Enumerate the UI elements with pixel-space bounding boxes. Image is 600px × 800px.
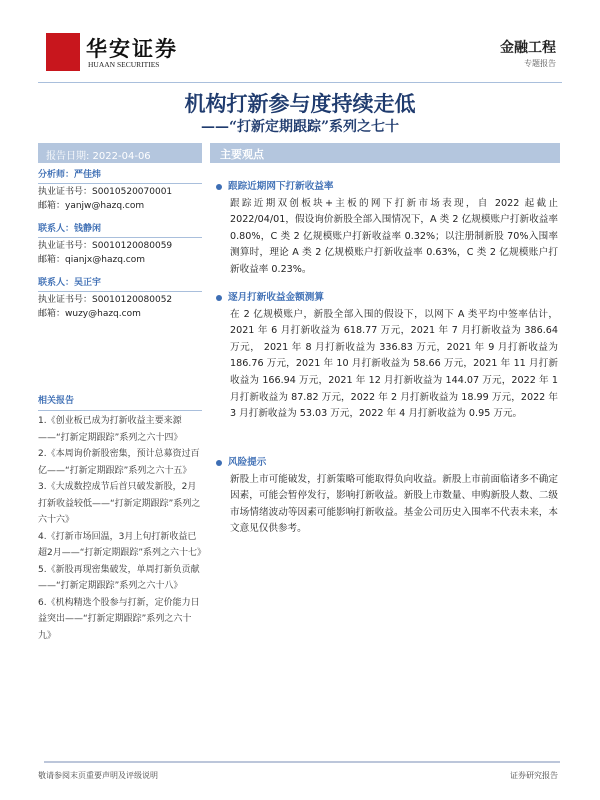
contact-cert: 执业证书号：S0010120080059 [38,241,173,251]
logo-text: 华安证券 [86,36,178,61]
contact-name: 联系人：吴正宇 [38,276,202,292]
contact-name: 分析师：严佳炜 [38,168,202,184]
related-report-item[interactable]: 1.《创业板已成为打新收益主要来源——“打新定期跟踪”系列之六十四》 [38,416,183,443]
section-body: 在 2 亿规模账户，新股全部入围的假设下，以网下 A 类平均中签率估计，2021 年 6 月打新收益为 618.77 万元，2021 年 7 月打新收益为 386.64 万元， 2021 年 8 月打新收益为 336.83 万元，2021 年 9 月打新收益为 186.76 万元，2021 年 10 月打新收益为 58.66 万元，2021 年 11 月打新收益为 166.94 万元，2021 年 12 月打新收益为 144.07 万元，2022 年 1 月打新收益为 87.82 万元，2022 年 2 月打新收益为 18.99 万元，2022 年 3 月打新收益为 53.03 万元，2022 年 4 月打新收益为 0.95 万元。 [230,308,558,420]
contact-email[interactable]: 邮箱：wuzy@hazq.com [38,309,141,319]
section-title: 逐月打新收益金额测算 [216,290,558,307]
related-report-item[interactable]: 4.《打新市场回温，3月上旬打新收益已超2月——“打新定期跟踪”系列之六十七》 [38,531,207,558]
related-report-item[interactable]: 6.《机构精选个股参与打新，定价能力日益突出——“打新定期跟踪”系列之六十九》 [38,597,200,641]
contact-analyst [38,168,202,213]
footer-disclaimer: 敬请参阅末页重要声明及评级说明 [38,771,158,780]
company-logo [46,33,186,73]
report-category: 金融工程 [500,40,556,56]
section-monthly-income [216,290,558,423]
related-reports-title: 相关报告 [38,392,202,411]
section-tracking-yield [216,179,558,279]
section-body: 跟踪近期双创板块+主板的网下打新市场表现，自 2022 起截止 2022/04/01，假设询价新股全部入围情况下，A 类 2 亿规模账户打新收益率 0.80%，C 类 2 亿规模账户打新收益率 0.32%；以注册制新股 70%入围率测算时，理论 A 类 2 亿规模账户打新收益率 0.63%，C 类 2 亿规模账户打新收益率 0.23%。 [230,197,558,275]
contact-name: 联系人：钱静闲 [38,222,202,238]
logo-text-en: HUAAN SECURITIES [88,60,160,69]
footer-label: 证券研究报告 [510,771,558,780]
section-title: 风险提示 [216,455,558,472]
contact-cert: 执业证书号：S0010120080052 [38,295,173,305]
related-report-item[interactable]: 3.《大成数控成节后首只破发新股，2月打新收益较低——“打新定期跟踪”系列之六十六》 [38,482,201,525]
page-subtitle: ——“打新定期跟踪”系列之七十 [200,119,400,135]
logo-mark-icon [46,33,80,71]
section-body: 新股上市可能破发，打新策略可能取得负向收益。新股上市前面临诸多不确定因素，可能会暂停发行，影响打新收益。新股上市数量、申购新股人数、二级市场情绪波动等因素可能影响打新收益。基金公司历史入围率不代表未来，本文意见仅供参考。 [230,473,558,535]
contact-email[interactable]: 邮箱：yanjw@hazq.com [38,201,145,211]
section-risk [216,455,558,538]
contact-email[interactable]: 邮箱：qianjx@hazq.com [38,255,145,265]
report-type: 专题报告 [524,59,556,68]
main-points-header: 主要观点 [210,143,560,163]
related-reports [38,392,207,644]
header-divider [38,82,562,83]
section-title: 跟踪近期网下打新收益率 [216,179,558,196]
contact-cert: 执业证书号：S0010520070001 [38,187,173,197]
contact-2 [38,276,202,321]
page-title: 机构打新参与度持续走低 [184,91,416,116]
related-report-item[interactable]: 5.《新股再现密集破发，单周打新负贡献——“打新定期跟踪”系列之六十八》 [38,564,200,591]
footer-divider [44,761,560,763]
report-date: 报告日期: 2022-04-06 [38,143,202,163]
related-report-item[interactable]: 2.《本周询价新股密集，预计总募资过百亿——“打新定期跟踪”系列之六十五》 [38,449,200,476]
contact-1 [38,222,202,267]
